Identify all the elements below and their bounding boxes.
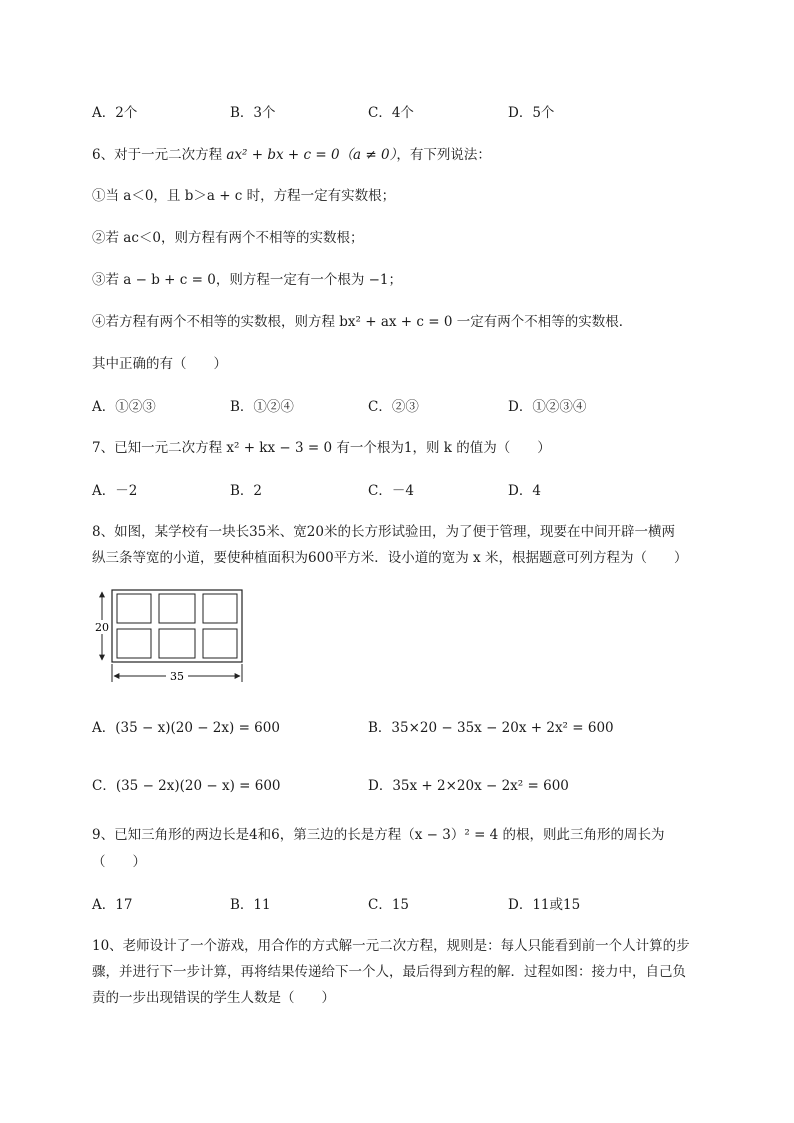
- q6-stem-pre: 6、对于一元二次方程: [92, 147, 227, 163]
- q5-option-c: C．4个: [368, 105, 414, 121]
- q8-stem-line-2: 纵三条等宽的小道，要使种植面积为600平方米．设小道的宽为 x 米，根据题意可列方程为（ ）: [92, 550, 688, 566]
- field-outline: [112, 590, 242, 662]
- q6-prompt: 其中正确的有（ ）: [92, 356, 227, 372]
- q9-option-a: A．17: [92, 897, 133, 913]
- q9-stem-line-1: 9、已知三角形的两边长是4和6，第三边的长是方程（x − 3）² = 4 的根，则此三角形的周长为: [92, 827, 665, 843]
- plot-5: [159, 629, 195, 658]
- q9-stem-line-2: （ ）: [92, 854, 146, 870]
- q7-option-b: B．2: [230, 483, 263, 499]
- q8-option-c: C．(35 − 2x)(20 − x) = 600: [92, 778, 281, 794]
- q6-stem-equation: ax² + bx + c = 0（a ≠ 0）: [226, 147, 397, 163]
- q8-option-a: A．(35 − x)(20 − 2x) = 600: [92, 720, 280, 736]
- q5-option-a: A．2个: [92, 105, 138, 121]
- plot-4: [117, 629, 151, 658]
- q8-option-b: B．35×20 − 35x − 20x + 2x² = 600: [368, 720, 614, 736]
- q5-option-b: B．3个: [230, 105, 276, 121]
- q6-stem: [92, 143, 491, 163]
- q6-option-c: C．②③: [368, 399, 419, 415]
- q10-stem-line-2: 骤，并进行下一步计算，再将结果传递给下一个人，最后得到方程的解．过程如图：接力中，自己负: [92, 964, 686, 980]
- plot-3: [203, 594, 237, 623]
- q10-stem-line-1: 10、老师设计了一个游戏，用合作的方式解一元二次方程，规则是：每人只能看到前一个人计算的步: [92, 938, 690, 954]
- q9-option-d: D．11或15: [508, 897, 581, 913]
- q8-field-diagram: [92, 584, 252, 688]
- q6-option-d: D．①②③④: [508, 399, 587, 415]
- q6-option-a: A．①②③: [92, 399, 156, 415]
- plot-2: [159, 594, 195, 623]
- q6-statement-2: ②若 ac＜0，则方程有两个不相等的实数根；: [92, 230, 364, 246]
- q7-stem: 7、已知一元二次方程 x² + kx − 3 = 0 有一个根为1，则 k 的值为（ ）: [92, 440, 551, 456]
- q8-option-d: D．35x + 2×20x − 2x² = 600: [368, 778, 569, 794]
- q5-option-d: D．5个: [508, 105, 555, 121]
- q7-option-c: C．－4: [368, 483, 414, 499]
- q9-option-c: C．15: [368, 897, 410, 913]
- width-label: 20: [95, 621, 109, 634]
- q8-field-figure: [92, 584, 252, 692]
- q7-option-a: A．－2: [92, 483, 138, 499]
- q6-statement-1: ①当 a＜0，且 b＞a + c 时，方程一定有实数根；: [92, 188, 396, 204]
- q8-stem-line-1: 8、如图，某学校有一块长35米、宽20米的长方形试验田，为了便于管理，现要在中间开辟一横两: [92, 524, 675, 540]
- q10-stem-line-3: 责的一步出现错误的学生人数是（ ）: [92, 990, 335, 1006]
- q6-stem-post: ，有下列说法：: [396, 147, 491, 163]
- q6-option-b: B．①②④: [230, 399, 294, 415]
- q9-option-b: B．11: [230, 897, 271, 913]
- plot-1: [117, 594, 151, 623]
- q6-statement-3: ③若 a − b + c = 0，则方程一定有一个根为 −1；: [92, 272, 403, 288]
- length-label: 35: [170, 670, 184, 683]
- q6-statement-4: ④若方程有两个不相等的实数根，则方程 bx² + ax + c = 0 一定有两个不相等的实数根．: [92, 314, 633, 330]
- q7-option-d: D．4: [508, 483, 541, 499]
- plot-6: [203, 629, 237, 658]
